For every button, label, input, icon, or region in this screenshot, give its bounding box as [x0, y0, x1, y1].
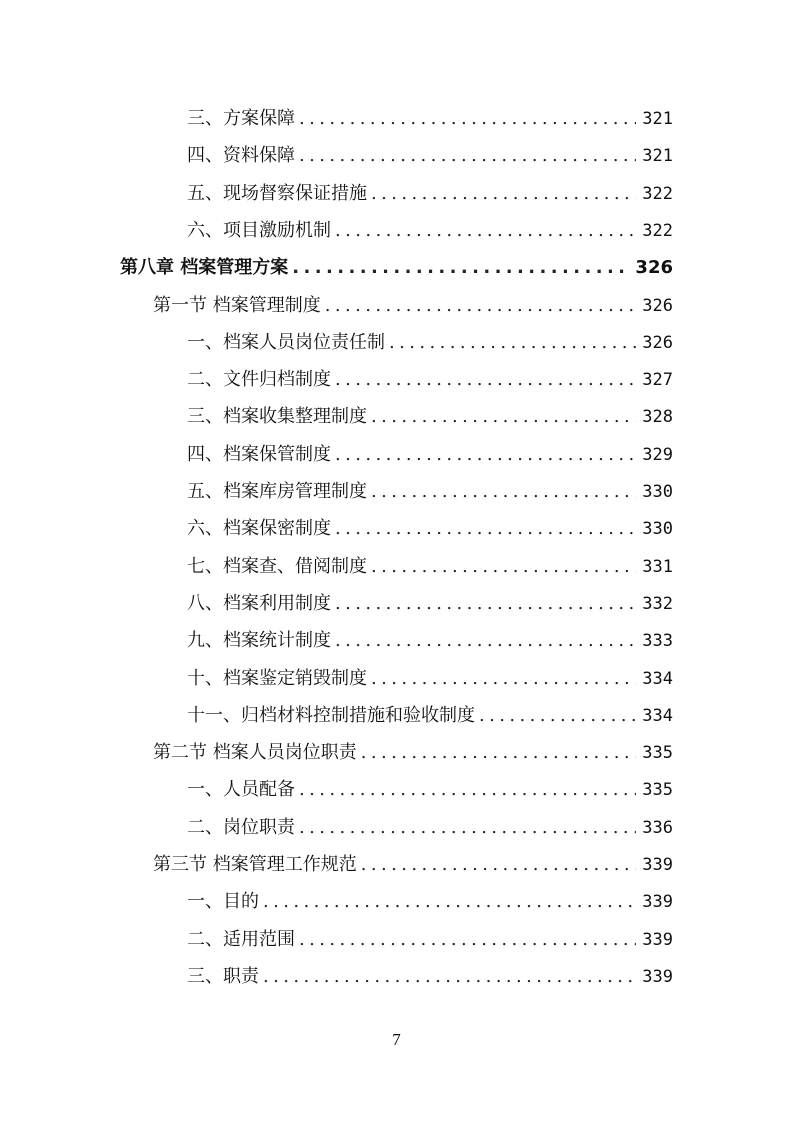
toc-entry-page: 339 [642, 929, 673, 950]
toc-entry-title: 第一节 档案管理制度 [153, 294, 321, 316]
toc-entry-page: 336 [642, 817, 673, 838]
dot-leader [371, 660, 636, 697]
toc-entry-title: 四、资料保障 [187, 145, 295, 167]
toc-entry-page: 335 [642, 743, 673, 764]
dot-leader [335, 436, 636, 473]
dot-leader [299, 137, 636, 174]
toc-entry[interactable] [187, 809, 673, 846]
toc-entry-title: 三、方案保障 [187, 108, 295, 129]
toc-entry-title: 六、档案保密制度 [187, 518, 331, 540]
dot-leader [292, 249, 629, 286]
toc-entry-title: 二、岗位职责 [187, 816, 295, 838]
toc-entry-page: 339 [642, 892, 673, 913]
toc-entry-page: 328 [642, 407, 673, 428]
toc-entry-title: 四、档案保管制度 [187, 443, 331, 465]
toc-entry-title: 第八章 档案管理方案 [120, 257, 289, 279]
dot-leader [299, 809, 636, 846]
dot-leader [335, 585, 636, 622]
dot-leader [371, 398, 636, 435]
toc-entry-page: 326 [642, 332, 673, 353]
toc-entry-page: 322 [642, 183, 673, 204]
toc-entry[interactable] [120, 249, 673, 286]
toc-entry-page: 339 [642, 966, 673, 987]
toc-entry[interactable] [153, 846, 673, 883]
toc-entry-page: 339 [642, 855, 673, 875]
toc-entry-title: 二、适用范围 [187, 928, 295, 950]
dot-leader [371, 548, 636, 585]
toc-entry[interactable] [187, 510, 673, 547]
toc-entry-page: 330 [642, 482, 673, 502]
dot-leader [325, 287, 637, 324]
toc-entry[interactable] [187, 771, 673, 808]
toc-entry-title: 三、档案收集整理制度 [187, 406, 367, 428]
toc-entry-page: 334 [642, 705, 673, 726]
toc-entry-title: 一、人员配备 [187, 779, 295, 801]
dot-leader [299, 100, 636, 137]
toc-entry[interactable] [187, 175, 673, 212]
toc-entry[interactable] [153, 734, 673, 771]
toc-entry[interactable] [187, 398, 673, 435]
toc-entry-page: 330 [642, 519, 673, 540]
toc-entry-title: 九、档案统计制度 [187, 630, 331, 652]
toc-entry-page: 331 [642, 556, 673, 577]
toc-entry-title: 十一、归档材料控制措施和验收制度 [187, 704, 475, 726]
toc-entry-title: 一、目的 [187, 891, 259, 913]
page-number: 7 [392, 1030, 401, 1049]
dot-leader [263, 883, 636, 920]
dot-leader [299, 771, 636, 808]
dot-leader [263, 958, 636, 995]
toc-entry[interactable] [187, 137, 673, 174]
toc-entry-page: 327 [642, 370, 673, 391]
toc-entry[interactable] [187, 548, 673, 585]
toc-entry[interactable] [187, 883, 673, 920]
toc-entry-page: 326 [642, 295, 673, 316]
toc-entry-title: 五、现场督察保证措施 [187, 182, 367, 204]
dot-leader [371, 473, 636, 510]
dot-leader [335, 622, 636, 659]
toc-entry-title: 七、档案查、借阅制度 [187, 555, 367, 577]
toc-entry[interactable] [187, 660, 673, 697]
toc-entry[interactable] [187, 697, 673, 734]
dot-leader [371, 175, 636, 212]
dot-leader [335, 510, 636, 547]
toc-entry[interactable] [187, 958, 673, 995]
toc-entry-title: 第二节 档案人员岗位职责 [153, 742, 357, 764]
dot-leader [299, 921, 636, 958]
toc-entry[interactable] [187, 100, 673, 137]
toc-entry[interactable] [187, 473, 673, 510]
toc-entry-title: 六、项目激励机制 [187, 219, 331, 241]
dot-leader [479, 697, 636, 734]
toc-entry-title: 三、职责 [187, 965, 259, 987]
toc-entry[interactable] [187, 324, 673, 361]
toc-entry-title: 一、档案人员岗位责任制 [187, 331, 385, 353]
toc-entry-title: 八、档案利用制度 [187, 592, 331, 614]
dot-leader [389, 324, 636, 361]
toc-entry-page: 321 [642, 109, 673, 129]
dot-leader [361, 734, 637, 771]
dot-leader [361, 846, 637, 883]
dot-leader [335, 212, 636, 249]
toc-entry-page: 335 [642, 780, 673, 801]
toc-entry-page: 333 [642, 631, 673, 652]
toc-entry-page: 329 [642, 444, 673, 465]
toc-entry[interactable] [153, 287, 673, 324]
toc-entry[interactable] [187, 212, 673, 249]
toc-entry[interactable] [187, 361, 673, 398]
toc-entry[interactable] [187, 585, 673, 622]
toc-entry-page: 321 [642, 146, 673, 167]
toc-entry[interactable] [187, 921, 673, 958]
toc-entry[interactable] [187, 622, 673, 659]
toc-entry-title: 五、档案库房管理制度 [187, 481, 367, 502]
toc-entry-page: 326 [635, 257, 673, 279]
toc-entry-page: 334 [642, 668, 673, 689]
toc-entry-page: 332 [642, 593, 673, 614]
toc-entry-title: 第三节 档案管理工作规范 [153, 854, 357, 875]
toc-entry-title: 十、档案鉴定销毁制度 [187, 667, 367, 689]
dot-leader [335, 361, 636, 398]
toc-entry-title: 二、文件归档制度 [187, 369, 331, 391]
toc-entry[interactable] [187, 436, 673, 473]
toc-entry-page: 322 [642, 220, 673, 241]
